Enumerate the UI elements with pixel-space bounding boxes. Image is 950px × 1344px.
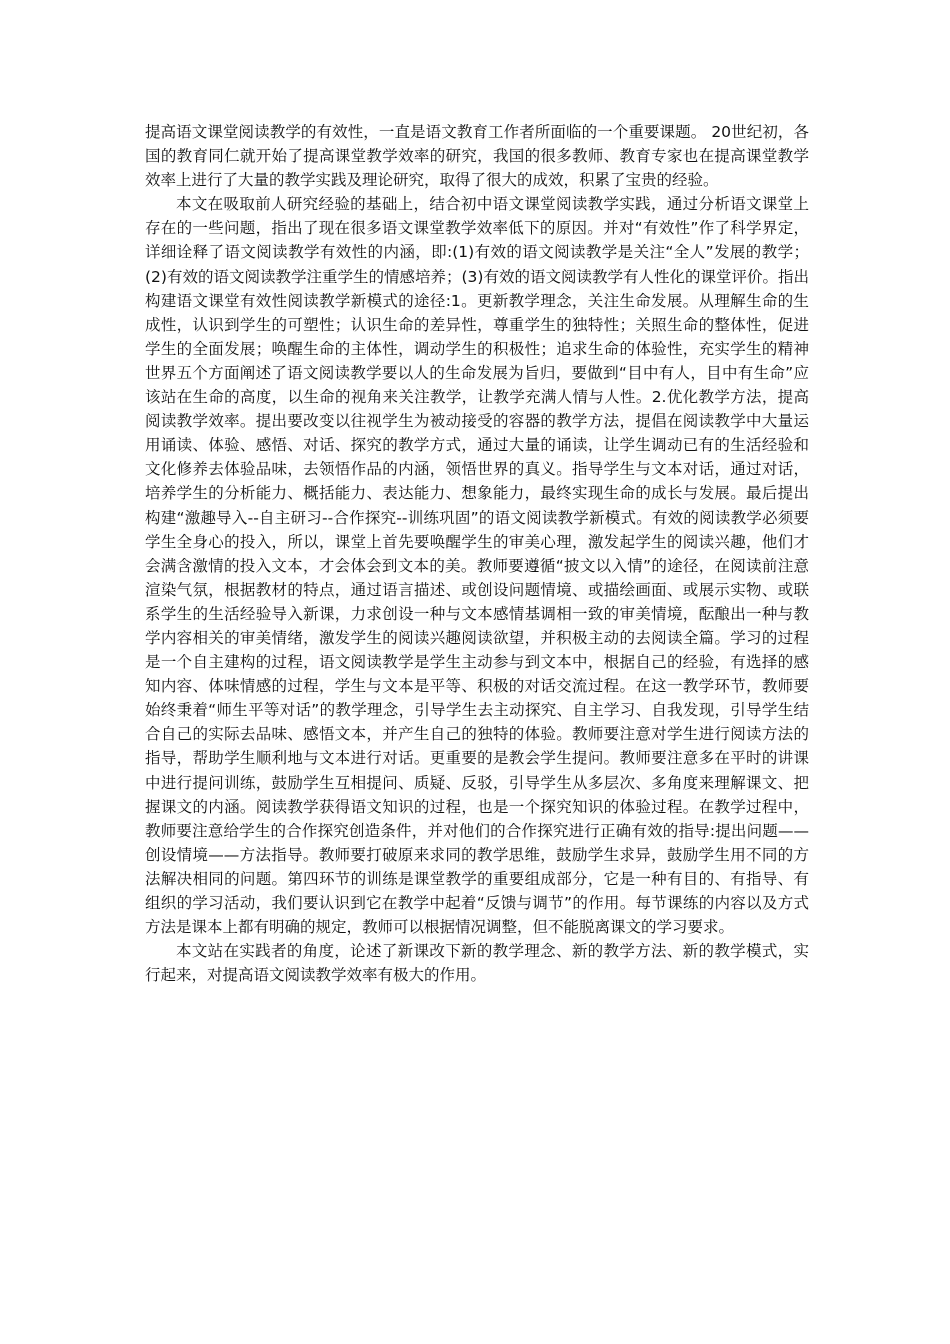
document-body xyxy=(145,120,809,987)
paragraph-conclusion: 本文站在实践者的角度，论述了新课改下新的教学理念、新的教学方法、新的教学模式，实行起来，对提高语文阅读教学效率有极大的作用。 xyxy=(145,942,809,985)
paragraph-intro: 提高语文课堂阅读教学的有效性，一直是语文教育工作者所面临的一个重要课题。 20世纪初，各国的教育同仁就开始了提高课堂教学效率的研究，我国的很多教师、教育专家也在提高课堂教学效率上进行了大量的教学实践及理论研究，取得了很大的成效，积累了宝贵的经验。 xyxy=(145,123,809,190)
paragraph-main: 本文在吸取前人研究经验的基础上，结合初中语文课堂阅读教学实践，通过分析语文课堂上存在的一些问题，指出了现在很多语文课堂教学效率低下的原因。并对“有效性”作了科学界定，详细诠释了语文阅读教学有效性的内涵，即:(1)有效的语文阅读教学是关注“全人”发展的教学；(2)有效的语文阅读教学注重学生的情感培养；(3)有效的语文阅读教学有人性化的课堂评价。指出构建语文课堂有效性阅读教学新模式的途径:1。更新教学理念，关注生命发展。从理解生命的生成性，认识到学生的可塑性；认识生命的差异性，尊重学生的独特性；关照生命的整体性，促进学生的全面发展；唤醒生命的主体性，调动学生的积极性；追求生命的体验性，充实学生的精神世界五个方面阐述了语文阅读教学要以人的生命发展为旨归，要做到“目中有人，目中有生命”应该站在生命的高度，以生命的视角来关注教学，让教学充满人情与人性。2.优化教学方法，提高阅读教学效率。提出要改变以往视学生为被动接受的容器的教学方法，提倡在阅读教学中大量运用诵读、体验、感悟、对话、探究的教学方式，通过大量的诵读，让学生调动已有的生活经验和文化修养去体验品味，去领悟作品的内涵，领悟世界的真义。指导学生与文本对话，通过对话，培养学生的分析能力、概括能力、表达能力、想象能力，最终实现生命的成长与发展。最后提出构建“激趣导入--自主研习--合作探究--训练巩固”的语文阅读教学新模式。有效的阅读教学必须要学生全身心的投入，所以，课堂上首先要唤醒学生的审美心理，激发起学生的阅读兴趣，他们才会满含激情的投入文本，才会体会到文本的美。教师要遵循“披文以入情”的途径，在阅读前注意渲染气氛，根据教材的特点，通过语言描述、或创设问题情境、或描绘画面、或展示实物、或联系学生的生活经验导入新课，力求创设一种与文本感情基调相一致的审美情境，酝酿出一种与教学内容相关的审美情绪，激发学生的阅读兴趣阅读欲望，并积极主动的去阅读全篇。学习的过程是一个自主建构的过程，语文阅读教学是学生主动参与到文本中，根据自己的经验，有选择的感知内容、体味情感的过程，学生与文本是平等、积极的对话交流过程。在这一教学环节，教师要始终秉着“师生平等对话”的教学理念，引导学生去主动探究、自主学习、自我发现，引导学生结合自己的实际去品味、感悟文本，并产生自己的独特的体验。教师要注意对学生进行阅读方法的指导，帮助学生顺利地与文本进行对话。更重要的是教会学生提问。教师要注意多在平时的讲课中进行提问训练，鼓励学生互相提问、质疑、反驳，引导学生从多层次、多角度来理解课文、把握课文的内涵。阅读教学获得语文知识的过程，也是一个探究知识的体验过程。在教学过程中，教师要注意给学生的合作探究创造条件，并对他们的合作探究进行正确有效的指导:提出问题——创设情境——方法指导。教师要打破原来求同的教学思维，鼓励学生求异，鼓励学生用不同的方法解决相同的问题。第四环节的训练是课堂教学的重要组成部分，它是一种有目的、有指导、有组织的学习活动，我们要认识到它在教学中起着“反馈与调节”的作用。每节课练的内容以及方式方法是课本上都有明确的规定，教师可以根据情况调整，但不能脱离课文的学习要求。 xyxy=(145,195,809,937)
